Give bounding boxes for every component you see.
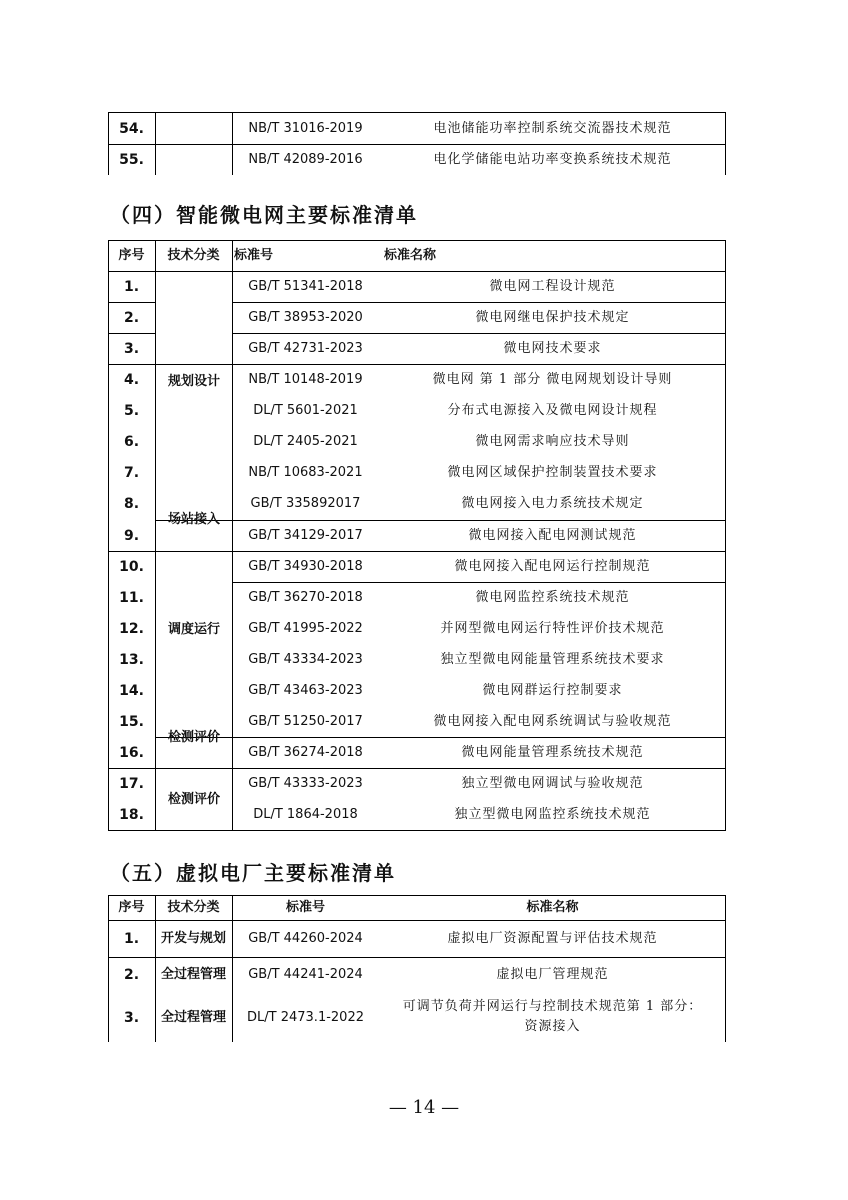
- standard-name: 分布式电源接入及微电网设计规程: [447, 402, 658, 418]
- section-title-virtual-power-plant: （五）虚拟电厂主要标准清单: [110, 861, 396, 885]
- standard-code: GB/T 44260-2024: [248, 931, 363, 946]
- header-standard-name: 标准名称: [526, 900, 579, 915]
- row-number: 10.: [119, 558, 144, 575]
- category-station-access: 场站接入: [167, 512, 220, 527]
- header-standard-code: 标准号: [285, 900, 325, 915]
- standard-name-line-1: 可调节负荷并网运行与控制技术规范第 1 部分：: [402, 999, 703, 1014]
- row-number: 3.: [123, 340, 140, 357]
- standard-code: GB/T 38953-2020: [248, 309, 363, 325]
- standard-code: GB/T 51250-2017: [248, 713, 363, 729]
- standard-name: 电化学储能电站功率变换系统技术规范: [433, 152, 672, 167]
- row-number: 12.: [119, 620, 144, 637]
- header-number: 序号: [118, 248, 145, 263]
- row-number: 15.: [119, 713, 144, 730]
- standard-name: 微电网群运行控制要求: [482, 682, 623, 698]
- standard-code: DL/T 1864-2018: [253, 806, 358, 822]
- standard-name: 微电网工程设计规范: [489, 278, 616, 294]
- standard-name: 微电网能量管理系统技术规范: [461, 744, 644, 760]
- standard-name: 微电网接入配电网测试规范: [468, 527, 637, 543]
- standard-name: 并网型微电网运行特性评价技术规范: [440, 620, 665, 636]
- header-number: 序号: [118, 900, 145, 915]
- standard-name: 独立型微电网监控系统技术规范: [454, 806, 651, 822]
- row-number: 3.: [123, 1010, 140, 1026]
- row-number: 7.: [123, 464, 140, 481]
- standard-name: 微电网接入配电网系统调试与验收规范: [433, 713, 672, 729]
- standard-name: 虚拟电厂管理规范: [496, 967, 609, 982]
- category-dispatch-operation: 调度运行: [167, 622, 220, 637]
- standard-name: 微电网监控系统技术规范: [475, 589, 630, 605]
- page-number: — 14 —: [388, 1097, 460, 1118]
- standard-code: NB/T 42089-2016: [248, 152, 363, 167]
- section-title-microgrid: （四）智能微电网主要标准清单: [110, 203, 418, 227]
- standard-code: GB/T 43334-2023: [248, 651, 363, 667]
- row-number: 8.: [123, 495, 140, 512]
- standard-code: NB/T 10683-2021: [248, 464, 363, 480]
- standard-code: GB/T 34930-2018: [248, 558, 363, 574]
- row-number: 9.: [123, 527, 140, 544]
- row-number: 16.: [119, 744, 144, 761]
- category-testing-evaluation: 检测评价: [167, 792, 220, 807]
- standard-code: GB/T 36274-2018: [248, 744, 363, 760]
- row-number: 6.: [123, 433, 140, 450]
- category-label: 全过程管理: [160, 967, 226, 982]
- standard-name: 虚拟电厂资源配置与评估技术规范: [447, 931, 658, 946]
- standard-name: 微电网继电保护技术规定: [475, 309, 630, 325]
- row-number: 55.: [119, 152, 144, 168]
- standard-name: 微电网接入配电网运行控制规范: [454, 558, 651, 574]
- row-number: 1.: [123, 278, 140, 295]
- header-category: 技术分类: [167, 900, 220, 915]
- category-planning-design: 规划设计: [167, 374, 220, 389]
- standard-name: 微电网技术要求: [503, 340, 602, 356]
- category-testing-evaluation: 检测评价: [167, 730, 220, 745]
- standard-name: 微电网 第 1 部分 微电网规划设计导则: [432, 371, 673, 387]
- standard-code: NB/T 31016-2019: [248, 120, 363, 136]
- standard-name: 电池储能功率控制系统交流器技术规范: [433, 120, 672, 136]
- standard-code: GB/T 34129-2017: [248, 527, 363, 543]
- standard-code: GB/T 51341-2018: [248, 278, 363, 294]
- standard-code: NB/T 10148-2019: [248, 371, 363, 387]
- standard-name: 微电网接入电力系统技术规定: [461, 495, 644, 511]
- category-label: 开发与规划: [160, 931, 226, 946]
- standard-code: GB/T 42731-2023: [248, 340, 363, 356]
- standard-code: GB/T 43333-2023: [248, 775, 363, 791]
- row-number: 1.: [123, 931, 140, 947]
- row-number: 2.: [123, 309, 140, 326]
- standard-name: 微电网区域保护控制装置技术要求: [447, 464, 658, 480]
- row-number: 4.: [123, 371, 140, 388]
- row-number: 17.: [119, 775, 144, 792]
- standard-code: GB/T 43463-2023: [248, 682, 363, 698]
- header-category: 技术分类: [167, 248, 220, 263]
- row-number: 2.: [123, 967, 140, 983]
- row-number: 18.: [119, 806, 144, 823]
- category-label: 全过程管理: [160, 1010, 226, 1025]
- standard-code: GB/T 36270-2018: [248, 589, 363, 605]
- row-number: 13.: [119, 651, 144, 668]
- row-number: 11.: [119, 589, 144, 606]
- standard-name: 微电网需求响应技术导则: [475, 433, 630, 449]
- standard-code: GB/T 41995-2022: [248, 620, 363, 636]
- standard-code: DL/T 2405-2021: [253, 433, 358, 449]
- standard-name-line-2: 资源接入: [524, 1019, 581, 1034]
- standard-name: 独立型微电网能量管理系统技术要求: [440, 651, 665, 667]
- standard-name: 独立型微电网调试与验收规范: [461, 775, 644, 791]
- standard-code: DL/T 5601-2021: [253, 402, 358, 418]
- standard-code: DL/T 2473.1-2022: [247, 1010, 364, 1025]
- row-number: 14.: [119, 682, 144, 699]
- row-number: 54.: [119, 120, 144, 137]
- header-standard-code: 标准号: [234, 248, 274, 263]
- standard-code: GB/T 335892017: [250, 495, 361, 511]
- row-number: 5.: [123, 402, 140, 419]
- header-standard-name: 标准名称: [384, 248, 437, 263]
- standard-code: GB/T 44241-2024: [248, 967, 363, 982]
